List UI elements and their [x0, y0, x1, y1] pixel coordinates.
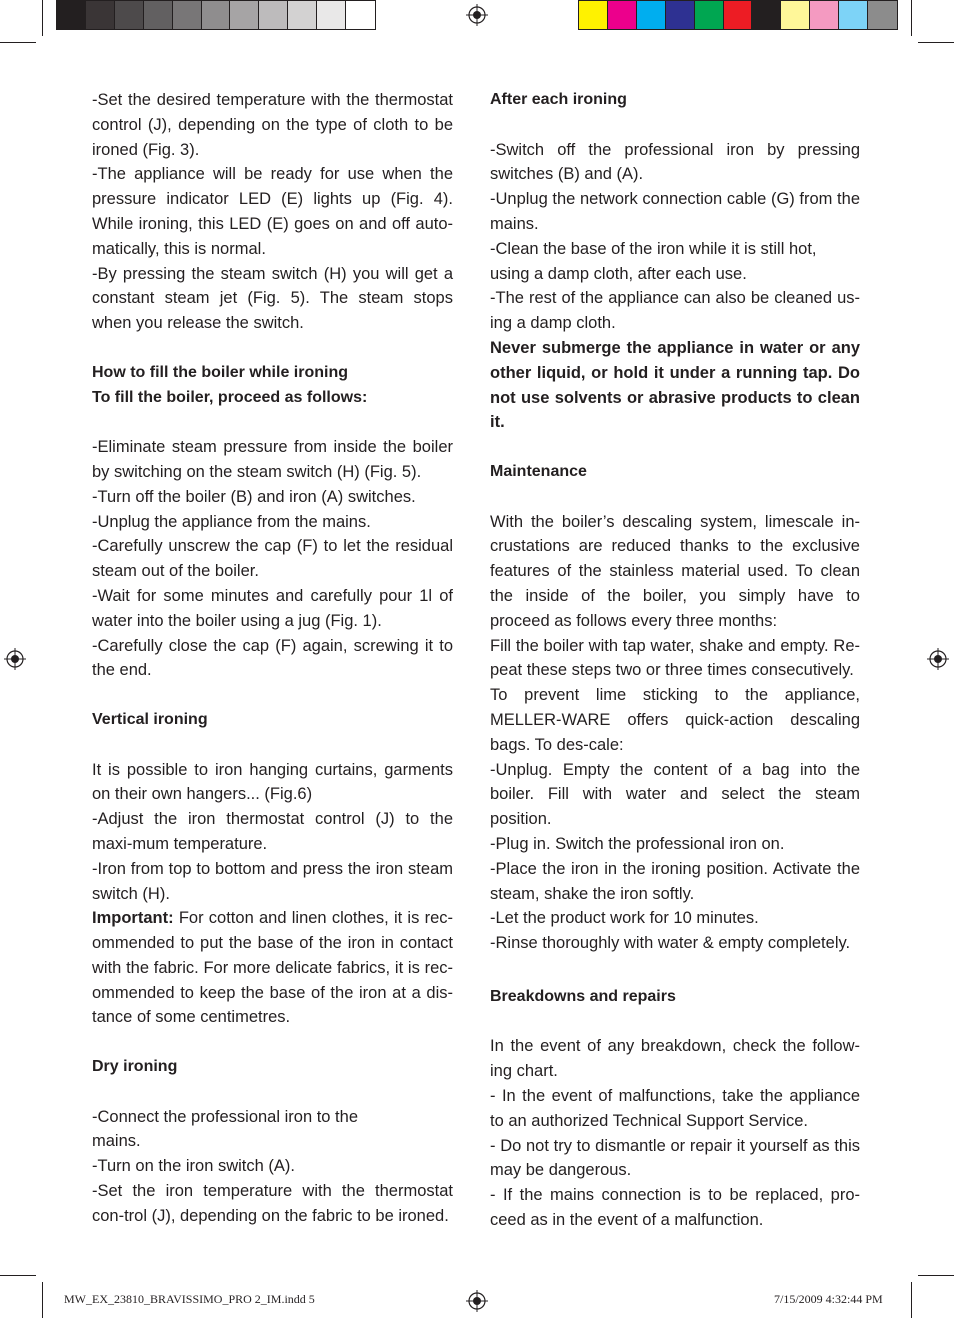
body-paragraph: - Do not try to dismantle or repair it yourself as this may be dangerous.: [490, 1136, 860, 1180]
color-swatch: [666, 1, 695, 29]
color-swatch: [57, 1, 86, 29]
color-swatch: [781, 1, 810, 29]
body-paragraph: -Adjust the iron thermostat control (J) to the maxi-mum temperature.: [92, 810, 453, 853]
body-paragraph: -Unplug. Empty the content of a bag into the boiler. Fill with water and select the steam position.: [490, 760, 860, 829]
body-paragraph: -Unplug the network connection cable (G) from the mains.: [490, 190, 860, 233]
body-paragraph: Fill the boiler with tap water, shake and empty. Re-peat these steps two or three times consecutively.: [490, 636, 860, 680]
important-paragraph: [92, 906, 453, 1030]
body-paragraph: -Unplug the appliance from the mains.: [92, 512, 371, 531]
color-swatch: [608, 1, 637, 29]
registration-mark-icon: [4, 648, 26, 670]
paragraph-spacer: [92, 1030, 453, 1055]
color-swatch: [695, 1, 724, 29]
color-swatch: [810, 1, 839, 29]
color-swatch: [86, 1, 115, 29]
color-swatch: [317, 1, 346, 29]
color-swatch: [839, 1, 868, 29]
paragraph-spacer: [490, 485, 860, 510]
color-swatch: [173, 1, 202, 29]
body-paragraph: It is possible to iron hanging curtains, garments on their own hangers... (Fig.6): [92, 760, 453, 804]
color-swatch: [724, 1, 753, 29]
section-heading: Vertical ironing: [92, 710, 208, 728]
body-paragraph: -Carefully unscrew the cap (F) to let the residual steam out of the boiler.: [92, 537, 453, 581]
color-swatch: [230, 1, 259, 29]
body-paragraph: -Plug in. Switch the professional iron on.: [490, 834, 785, 853]
body-paragraph: -Rinse thoroughly with water & empty completely.: [490, 934, 851, 953]
color-swatch: [637, 1, 666, 29]
color-swatch: [144, 1, 173, 29]
color-swatch: [752, 1, 781, 29]
color-swatch: [868, 1, 897, 29]
important-label: Important:: [92, 909, 174, 928]
crop-mark-top-right-h: [918, 42, 954, 43]
body-paragraph: -The appliance will be ready for use when the pressure indicator LED (E) lights up (Fig. 4). While ironing, this LED (E) goes on and off auto-matically, this is normal.: [92, 165, 453, 258]
body-paragraph: -Eliminate steam pressure from inside the boiler by switching on the steam switch (H) (Fig. 5).: [92, 438, 453, 481]
body-paragraph: -Wait for some minutes and carefully pour 1l of water into the boiler using a jug (Fig. 1).: [92, 586, 453, 630]
body-paragraph: -By pressing the steam switch (H) you will get a constant steam jet (Fig. 5). The steam stops when you release the switch.: [92, 264, 453, 333]
body-paragraph: -Connect the professional iron to the: [92, 1107, 358, 1126]
body-paragraph: To prevent lime sticking to the appliance, MELLER-WARE offers quick-action descaling bags. To des-cale:: [490, 686, 860, 754]
section-heading: Dry ironing: [92, 1058, 178, 1076]
registration-mark-icon: [466, 1290, 488, 1312]
section-heading: How to fill the boiler while ironing: [92, 363, 348, 381]
registration-mark-icon: [466, 4, 488, 26]
crop-mark-bottom-left-v: [42, 1282, 43, 1318]
color-swatch: [202, 1, 231, 29]
crop-mark-top-left-v: [42, 0, 43, 36]
slug-filename: MW_EX_23810_BRAVISSIMO_PRO 2_IM.indd 5: [64, 1292, 315, 1306]
paragraph-spacer: [490, 956, 860, 985]
section-heading: Maintenance: [490, 462, 587, 480]
paragraph-spacer: [92, 1080, 453, 1105]
paragraph-spacer: [92, 410, 453, 435]
body-paragraph: -Set the desired temperature with the thermostat control (J), depending on the type of cloth to be ironed (Fig. 3).: [92, 91, 453, 159]
body-paragraph: -Switch off the professional iron by pressing switches (B) and (A).: [490, 140, 860, 184]
warning-paragraph: Never submerge the appliance in water or any other liquid, or hold it under a running tap. Do not use solvents or abrasive products to clean it.: [490, 338, 860, 432]
crop-mark-bottom-right-v: [911, 1282, 912, 1318]
left-text-column: [92, 88, 453, 1229]
body-paragraph: -Carefully close the cap (F) again, screwing it to the end.: [92, 636, 453, 680]
paragraph-spacer: [92, 733, 453, 758]
color-swatch: [288, 1, 317, 29]
color-swatch: [259, 1, 288, 29]
color-swatch: [346, 1, 375, 29]
body-paragraph: -Let the product work for 10 minutes.: [490, 909, 759, 928]
crop-mark-bottom-left-h: [0, 1275, 36, 1276]
section-heading: To fill the boiler, proceed as follows:: [92, 388, 368, 406]
important-text: For cotton and linen clothes, it is rec-ommended to put the base of the iron in contact with the fabric. For more delicate fabrics, it is rec-ommended to keep the base of the iron at a dis-tance of some centimetres.: [92, 909, 453, 1027]
body-paragraph: mains.: [92, 1132, 141, 1151]
color-swatch: [115, 1, 144, 29]
crop-mark-bottom-right-h: [918, 1275, 954, 1276]
body-paragraph: With the boiler’s descaling system, limescale in-crustations are reduced thanks to the exclusive features of the stainless material used. To clean the inside of the boiler, you simply have to proceed as follows every three months:: [490, 512, 860, 630]
paragraph-spacer: [490, 113, 860, 138]
body-paragraph: using a damp cloth, after each use.: [490, 264, 747, 283]
body-paragraph: -The rest of the appliance can also be cleaned us-ing a damp cloth.: [490, 289, 860, 333]
process-color-bar: [578, 0, 898, 30]
color-swatch: [579, 1, 608, 29]
body-paragraph: -Turn off the boiler (B) and iron (A) switches.: [92, 487, 416, 506]
paragraph-spacer: [92, 336, 453, 361]
body-paragraph: In the event of any breakdown, check the follow-ing chart.: [490, 1037, 860, 1081]
body-paragraph: -Iron from top to bottom and press the iron steam switch (H).: [92, 859, 453, 903]
body-paragraph: -Set the iron temperature with the thermostat con-trol (J), depending on the fabric to be ironed.: [92, 1182, 453, 1225]
registration-mark-icon: [927, 648, 949, 670]
paragraph-spacer: [490, 1010, 860, 1035]
slug-timestamp: 7/15/2009 4:32:44 PM: [774, 1292, 883, 1306]
body-paragraph: - In the event of malfunctions, take the appliance to an authorized Technical Support Service.: [490, 1087, 860, 1130]
section-heading: After each ironing: [490, 91, 627, 108]
body-paragraph: -Clean the base of the iron while it is still hot,: [490, 239, 817, 258]
body-paragraph: - If the mains connection is to be replaced, pro-ceed as in the event of a malfunction.: [490, 1186, 860, 1230]
paragraph-spacer: [92, 683, 453, 708]
crop-mark-top-right-v: [911, 0, 912, 36]
grayscale-color-bar: [56, 0, 376, 30]
body-paragraph: -Turn on the iron switch (A).: [92, 1157, 295, 1176]
paragraph-spacer: [490, 435, 860, 460]
body-paragraph: -Place the iron in the ironing position. Activate the steam, shake the iron softly.: [490, 859, 860, 903]
crop-mark-top-left-h: [0, 42, 36, 43]
section-heading: Breakdowns and repairs: [490, 987, 676, 1005]
right-text-column: [490, 88, 860, 1233]
